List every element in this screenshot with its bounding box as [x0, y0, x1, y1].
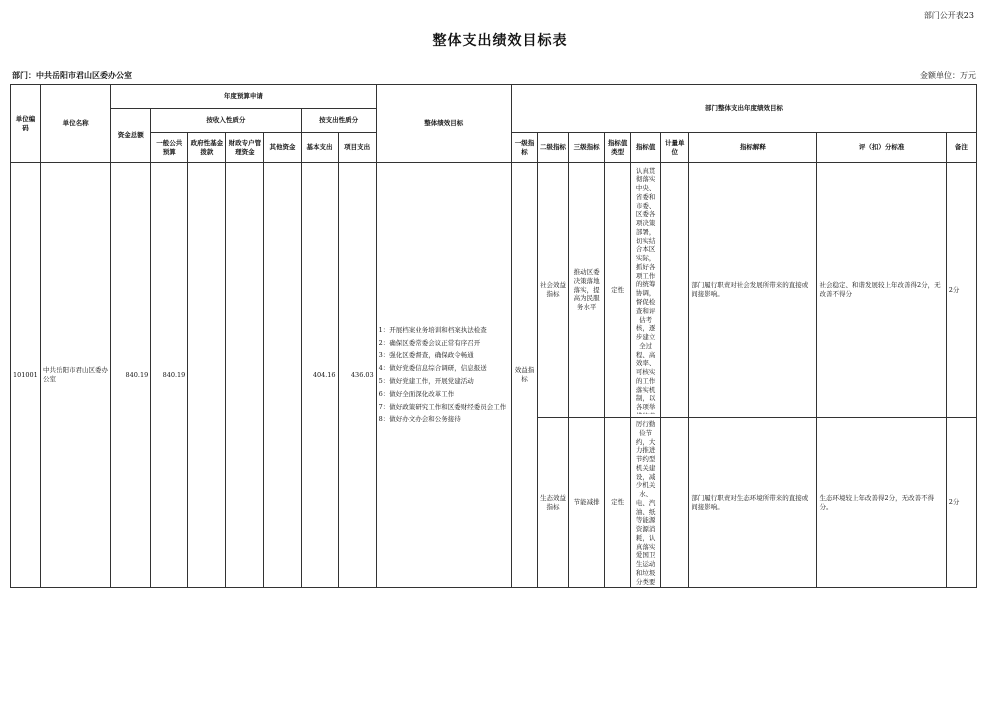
- goal-item: 7：做好政策研究工作和区委财经委员会工作: [378, 402, 507, 411]
- cell-level1: 效益指标: [511, 163, 537, 588]
- header-overall-goal: 整体绩效目标: [376, 85, 511, 163]
- header-general-budget: 一般公共预算: [151, 133, 188, 163]
- cell-measure-unit-eco: [661, 418, 689, 588]
- header-measure-unit: 计量单位: [661, 133, 689, 163]
- cell-explanation-eco: 部门履行职责对生态环境所带来的直接或间接影响。: [689, 418, 817, 588]
- header-by-expenditure: 按支出性质分: [301, 109, 376, 133]
- department-label: 部门：中共岳阳市君山区委办公室: [12, 70, 132, 80]
- cell-value-type-social: 定性: [605, 163, 631, 418]
- cell-gov-fund: [188, 163, 226, 588]
- amount-unit-label: 金额单位：万元: [920, 71, 976, 80]
- cell-unit-code: 101001: [11, 163, 41, 588]
- cell-total-funds: 840.19: [111, 163, 151, 588]
- header-explanation: 指标解释: [689, 133, 817, 163]
- cell-basic-exp: 404.16: [301, 163, 338, 588]
- goal-item: 2：确保区委常委会议正常有序召开: [378, 338, 481, 347]
- value-text-eco: 厉行勤俭节约，大力推进节约型机关建设，减少机关水、电、汽油、纸等能源资源消耗，认真落实爱国卫生运动和垃圾分类要: [635, 420, 656, 585]
- goal-item: 1：开展档案业务培训和档案执法检查: [378, 325, 487, 334]
- goal-item: 5：做好党建工作，开展党建活动: [378, 377, 474, 385]
- header-dept-goal: 部门整体支出年度绩效目标: [511, 85, 976, 133]
- cell-scoring-social: 社会稳定、和谐发展较上年改善得2分，无改善不得分: [817, 163, 946, 418]
- cell-remark-eco: 2分: [946, 418, 976, 588]
- goal-item: 8：做好办文办会和公务接待: [378, 415, 461, 424]
- cell-general-budget: 840.19: [151, 163, 188, 588]
- header-value-type: 指标值类型: [605, 133, 631, 163]
- cell-level3-social: 推动区委决策落地落实，提高为民服务水平: [569, 163, 605, 418]
- cell-value-eco: [631, 418, 661, 588]
- header-scoring: 评（扣）分标准: [817, 133, 946, 163]
- cell-project-exp: 436.03: [338, 163, 376, 588]
- goal-item: 4：做好党委信息综合调研，信息报送: [378, 364, 487, 373]
- cell-measure-unit-social: [661, 163, 689, 418]
- cell-other-funds: [264, 163, 301, 588]
- cell-value-social: [631, 163, 661, 418]
- cell-level3-eco: 节能减排: [569, 418, 605, 588]
- header-annual-budget: 年度预算申请: [111, 85, 376, 109]
- header-level2: 二级指标: [537, 133, 568, 163]
- performance-goal-table: [10, 84, 977, 588]
- cell-value-type-eco: 定性: [605, 418, 631, 588]
- cell-level2-social: 社会效益指标: [537, 163, 568, 418]
- header-fiscal-special: 财政专户管理资金: [226, 133, 264, 163]
- cell-fiscal-special: [226, 163, 264, 588]
- header-basic-exp: 基本支出: [301, 133, 338, 163]
- header-level3: 三级指标: [569, 133, 605, 163]
- header-remark: 备注: [946, 133, 976, 163]
- header-gov-fund: 政府性基金拨款: [188, 133, 226, 163]
- header-level1: 一级指标: [511, 133, 537, 163]
- value-text-social: 认真贯彻落实中央、省委和市委、区委各项决策部署，切实结合本区实际，抓好各项工作的统筹协调，督促检查和评估考核，逐步建立全过程、高效率、可核实的工作落实机制，以各项举: [635, 166, 656, 412]
- overall-goal-list: [376, 163, 511, 588]
- cell-level2-eco: 生态效益指标: [537, 418, 568, 588]
- header-unit-code: 单位编码: [11, 85, 41, 163]
- cell-explanation-social: 部门履行职责对社会发展所带来的直接或间接影响。: [689, 163, 817, 418]
- cell-remark-social: 2分: [946, 163, 976, 418]
- header-project-exp: 项目支出: [338, 133, 376, 163]
- goal-item: 6：做好全面深化改革工作: [378, 389, 455, 398]
- header-value: 指标值: [631, 133, 661, 163]
- page-title: 整体支出绩效目标表: [432, 33, 568, 49]
- header-other-funds: 其他资金: [264, 133, 301, 163]
- page-number: 部门公开表23: [923, 11, 974, 20]
- cell-unit-name: 中共岳阳市君山区委办公室: [41, 163, 111, 588]
- header-by-income: 按收入性质分: [151, 109, 301, 133]
- cell-scoring-eco: 生态环境较上年改善得2分，无改善不得分。: [817, 418, 946, 588]
- header-unit-name: 单位名称: [41, 85, 111, 163]
- header-total-funds: 资金总额: [111, 109, 151, 163]
- goal-item: 3：强化区委督查，确保政令畅通: [378, 351, 474, 360]
